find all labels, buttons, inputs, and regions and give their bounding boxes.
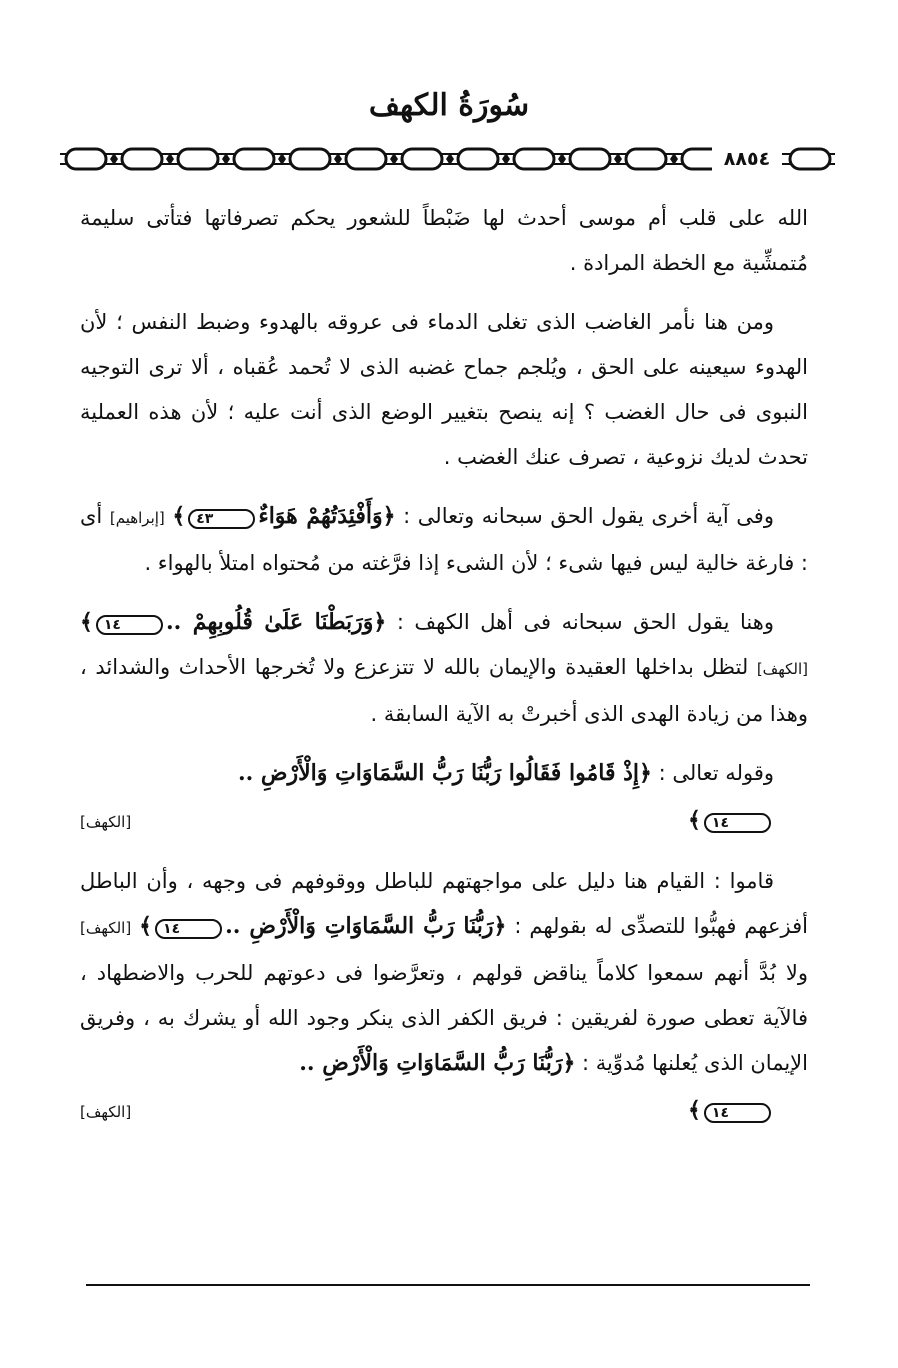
ayah-number: ١٤ [96,615,163,635]
paragraph-2: ومن هنا نأمر الغاضب الذى تغلى الدماء فى عروقه بالهدوء وضبط النفس ؛ لأن الهدوء سيعينه على الحق ، ويُلجم جماح غضبه الذى لا تُحمد عُقباه ، ألا ترى التوجيه النبوى فى حال الغضب ؟ إنه ينصح بتغيير الوضع الذى أنت عليه ؛ لأن هذه العملية تحدث لديك نزوعية ، تصرف عنك الغضب . [80,310,808,469]
surah-reference: [الكهف] [80,1103,132,1121]
quran-verse: ﴿إِذْ قَامُوا فَقَالُوا رَبُّنَا رَبُّ السَّمَاوَاتِ وَالْأَرْضِ .. [237,760,652,786]
ayah-number: ٤٣ [188,509,255,529]
verse-close: ﴾ [172,503,186,529]
verse-close: ﴾ [139,913,153,939]
paragraph-text: وقوله تعالى : [658,761,774,785]
paragraph-6-end [80,1088,808,1135]
paragraph-text: وفى آية أخرى يقول الحق سبحانه وتعالى : [403,504,774,528]
quran-verse: ﴿وَأَفْئِدَتُهُمْ هَوَاءٌ [258,503,396,529]
paragraph-4 [80,600,808,737]
quran-verse: ﴿رَبُّنَا رَبُّ السَّمَاوَاتِ وَالْأَرْضِ .. [299,1050,576,1076]
paragraph-text: قاموا : القيام هنا دليل على مواجهتهم للباطل ووقوفهم فى وجهه ، وأن الباطل أفزعهم فهبُّوا للتصدِّى له بقولهم : [80,869,808,938]
verse-close: ﴾ [688,807,701,833]
verse-close: ﴾ [80,609,93,635]
surah-reference: [الكهف] [80,813,132,831]
verse-end [688,1088,808,1133]
paragraph-3 [80,494,808,586]
page-number: ٨٨٥٤ [712,146,782,172]
paragraph-1: الله على قلب أم موسى أحدث لها ضَبْطاً للشعور يحكم تصرفاتها فتأتى سليمة مُتمشِّية مع الخطة المرادة . [80,206,808,275]
paragraph-5 [80,751,808,796]
ayah-number: ١٤ [704,1103,771,1123]
quran-verse: ﴿رَبُّنَا رَبُّ السَّمَاوَاتِ وَالْأَرْضِ .. [225,913,507,939]
verse-close: ﴾ [688,1097,701,1123]
page-body [80,196,808,1149]
surah-reference: [إبراهيم] [109,509,165,527]
paragraph-text: لتظل بداخلها العقيدة والإيمان بالله لا تتزعزع ولا تُخرجها الأحداث والشدائد ، وهذا من زيادة الهدى الذى أخبرتْ به الآية السابقة . [80,655,808,726]
paragraph-6 [80,859,808,1086]
paragraph-text: ولا بُدَّ أنهم سمعوا كلاماً يناقض قولهم ، وتعرَّضوا فى دعوتهم للحرب والاضطهاد ، فالآية تعطى صورة لفريقين : فريق الكفر الذى ينكر وجود الله أو يشرك به ، وفريق الإيمان الذى يُعلنها مُدوِّية : [80,961,808,1075]
surah-title: سُورَةُ الكهف [368,88,530,123]
verse-end [688,798,808,843]
ayah-number: ١٤ [704,813,771,833]
surah-reference: [الكهف] [756,660,808,678]
paragraph-text: وهنا يقول الحق سبحانه فى أهل الكهف : [396,610,774,634]
paragraph-text: أى : فارغة خالية ليس فيها شىء ؛ لأن الشىء إذا فرَّغته من مُحتواه امتلأ بالهواء . [80,504,808,575]
quran-verse: ﴿وَرَبَطْنَا عَلَىٰ قُلُوبِهِمْ .. [165,609,387,635]
ayah-number: ١٤ [155,919,222,939]
paragraph-5-end [80,798,808,845]
footer-rule [86,1284,810,1286]
surah-reference: [الكهف] [80,919,132,937]
